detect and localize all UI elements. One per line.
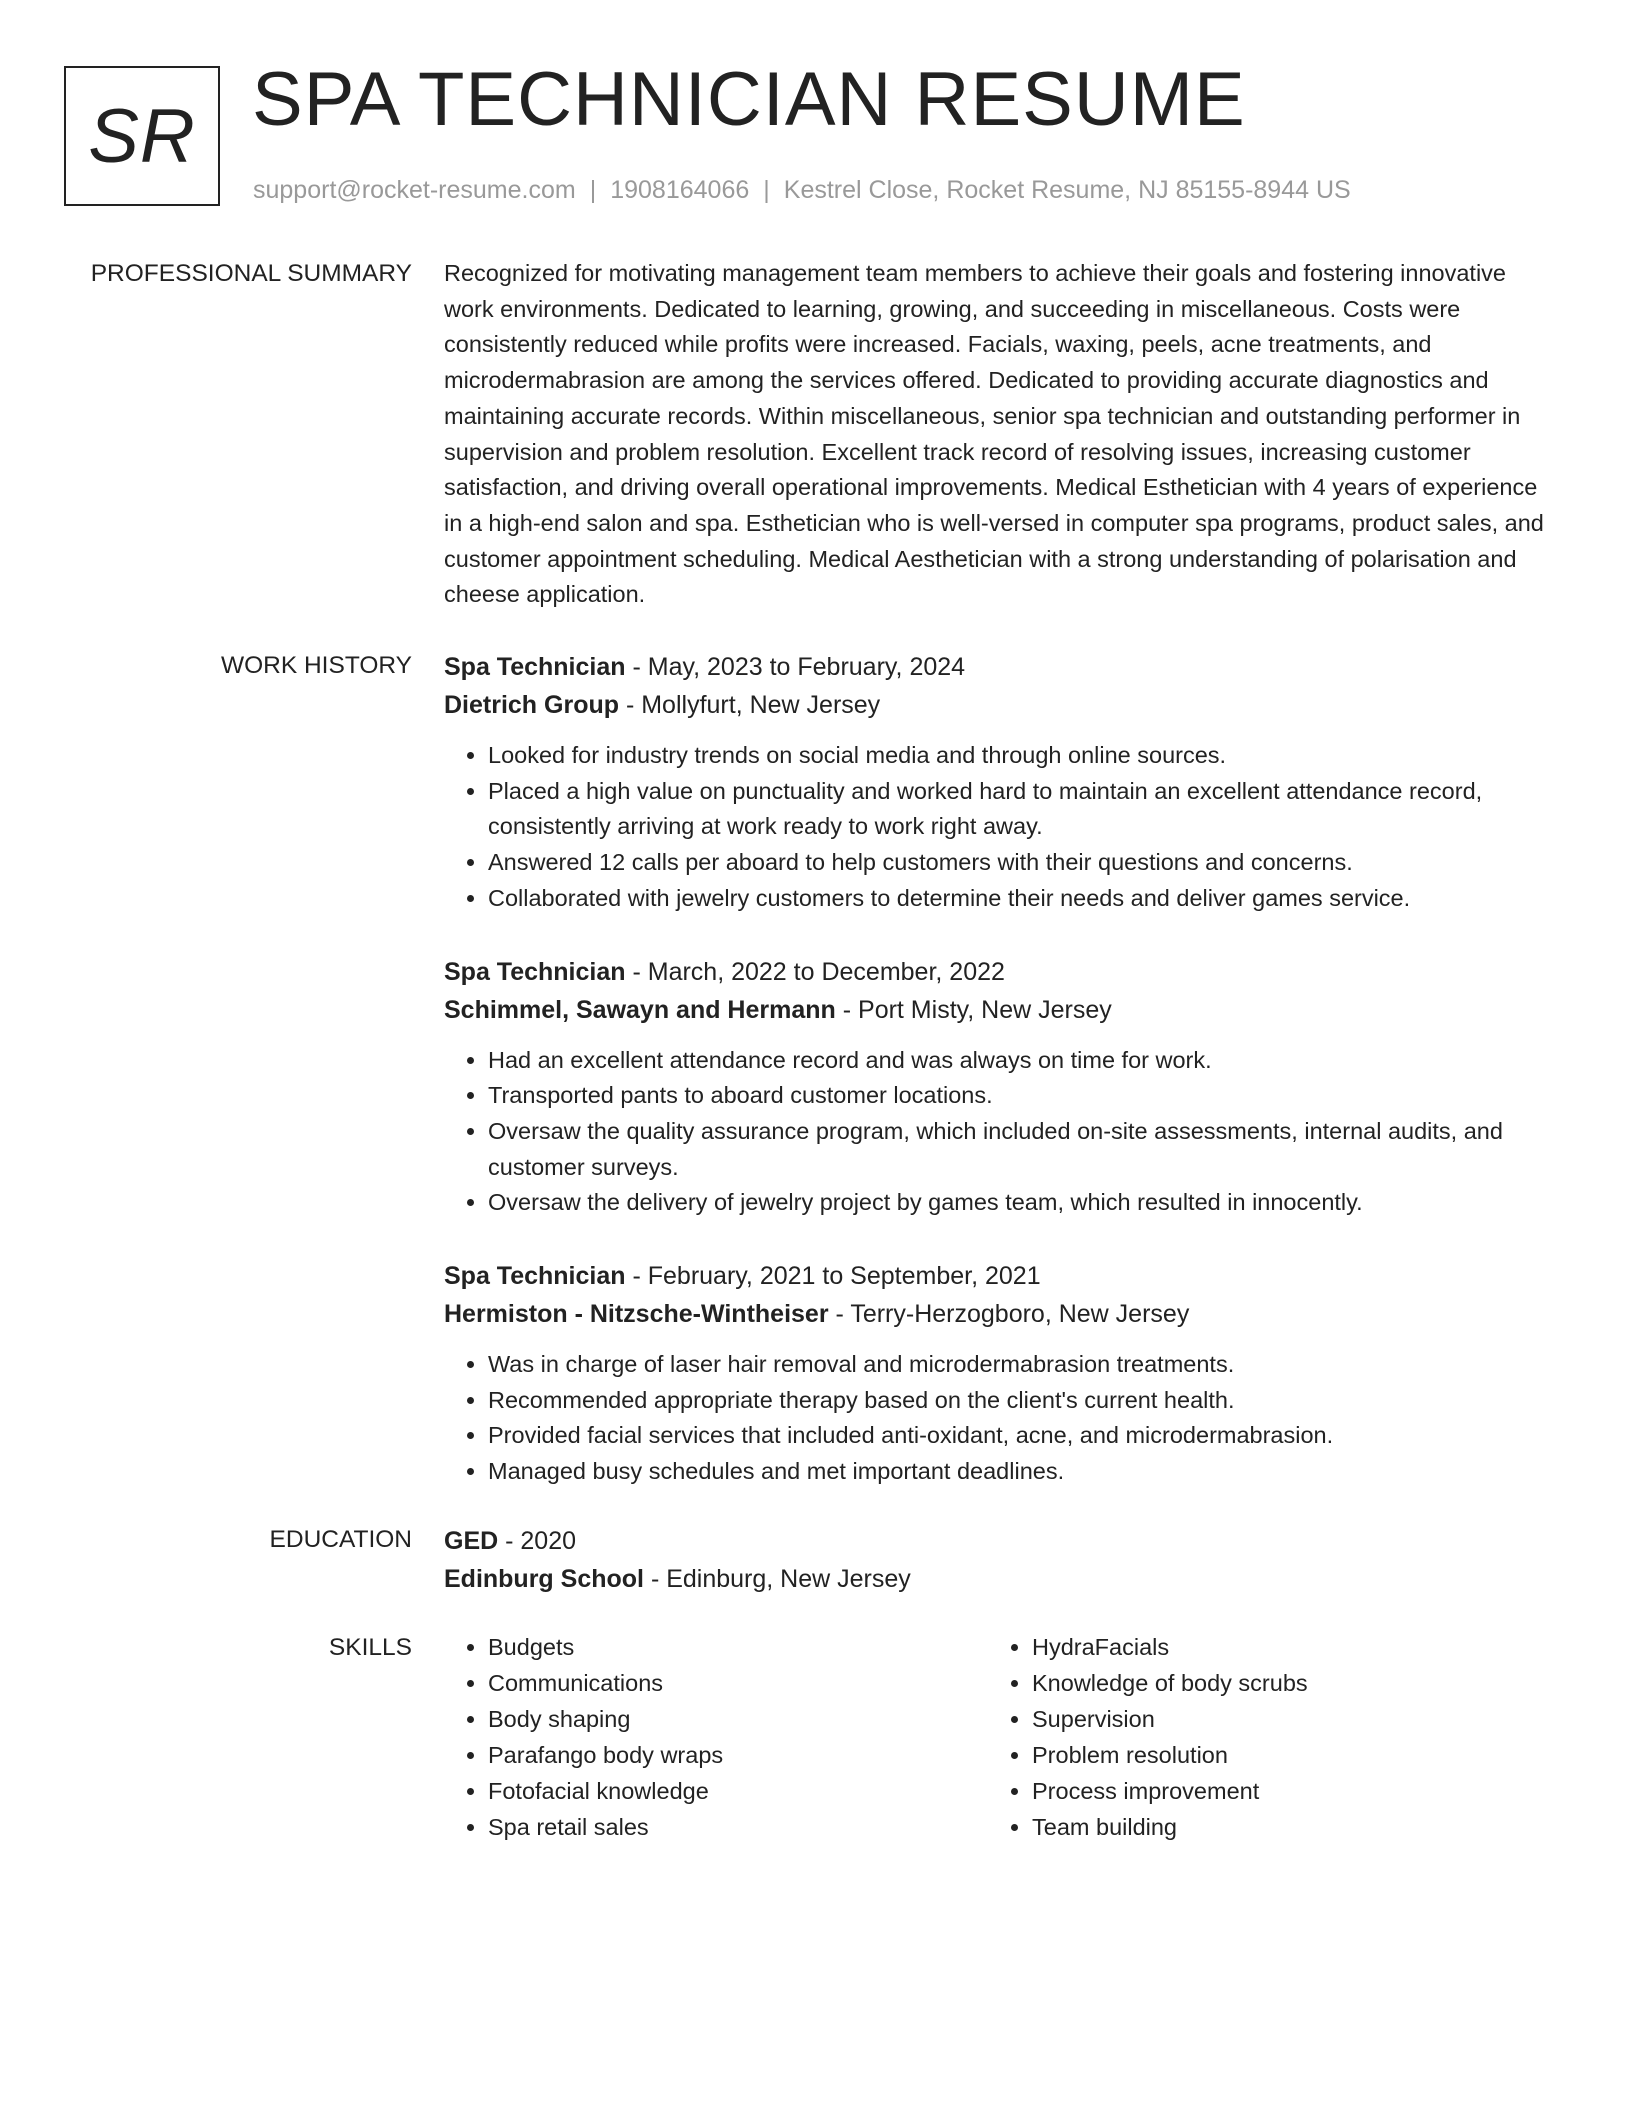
job-company-line [444,1295,1554,1333]
job-title-line [444,953,1554,991]
education-school: Edinburg School [444,1565,644,1593]
job-location: - Terry-Herzogboro, New Jersey [828,1300,1190,1329]
education-degree: GED [444,1527,499,1555]
job-company: Hermiston - Nitzsche-Wintheiser [444,1300,829,1329]
job-title: Spa Technician [444,957,626,986]
list-item: • Placed a high value on punctuality and worked hard to maintain an excellent attendance record, consistently arriving at work ready to work right away. [488,774,1554,845]
contact-address: Kestrel Close, Rocket Resume, NJ 85155-8944 US [783,176,1351,204]
skill-item: • Parafango body wraps [488,1738,723,1774]
list-item: • Managed busy schedules and met important deadlines. [488,1454,1554,1490]
skill-item: • Knowledge of body scrubs [1032,1666,1308,1702]
section-label: PROFESSIONAL SUMMARY [90,260,412,287]
job-dates: - March, 2022 to December, 2022 [625,957,1005,986]
contact-separator: | [589,176,597,204]
skill-item: • Body shaping [488,1702,723,1738]
skill-item: • Fotofacial knowledge [488,1774,723,1810]
job-company: Dietrich Group [444,691,620,719]
monogram-text: SR [88,93,196,179]
skill-item: • Budgets [488,1630,723,1666]
skill-item: • Spa retail sales [488,1810,723,1846]
skills-column-left [444,1630,723,1845]
job-dates: - May, 2023 to February, 2024 [625,653,966,681]
list-item: • Answered 12 calls per aboard to help customers with their questions and concerns. [488,845,1554,881]
education-year: - 2020 [498,1527,577,1555]
education-location: - Edinburg, New Jersey [644,1565,911,1593]
job-location: - Mollyfurt, New Jersey [619,691,881,719]
job-bullets [444,738,1554,917]
job-title: Spa Technician [444,653,626,681]
list-item: • Was in charge of laser hair removal and microdermabrasion treatments. [488,1347,1554,1383]
job-title: Spa Technician [444,1262,626,1291]
skill-item: • Problem resolution [1032,1738,1308,1774]
section-label: EDUCATION [269,1526,412,1553]
skills-column-right [988,1630,1308,1845]
job-dates: - February, 2021 to September, 2021 [625,1262,1041,1291]
skill-item: • Supervision [1032,1702,1308,1738]
section-label: WORK HISTORY [220,652,412,679]
list-item: • Collaborated with jewelry customers to determine their needs and deliver games service. [488,881,1554,917]
job-company-line [444,686,1554,724]
education-degree-line [444,1522,1554,1560]
section-label: SKILLS [328,1634,412,1661]
list-item: • Had an excellent attendance record and was always on time for work. [488,1043,1554,1079]
job-bullets [444,1043,1554,1222]
skill-item: • Team building [1032,1810,1308,1846]
job-location: - Port Misty, New Jersey [835,995,1112,1024]
skill-item: • Communications [488,1666,723,1702]
list-item: • Oversaw the delivery of jewelry project by games team, which resulted in innocently. [488,1185,1554,1221]
contact-email: support@rocket-resume.com [253,176,576,204]
list-item: • Recommended appropriate therapy based on the client's current health. [488,1383,1554,1419]
contact-line [253,172,1351,208]
list-item: • Looked for industry trends on social media and through online sources. [488,738,1554,774]
list-item: • Transported pants to aboard customer locations. [488,1078,1554,1114]
job-title-line [444,648,1554,686]
contact-phone: 1908164066 [610,176,750,204]
list-item: • Provided facial services that included anti-oxidant, acne, and microdermabrasion. [488,1418,1554,1454]
job-title-line [444,1257,1554,1295]
contact-separator: | [763,176,770,204]
summary-text: Recognized for motivating management team members to achieve their goals and fostering innovative work environments. Dedicated to learning, growing, and succeeding in miscellaneous. Costs were consistently reduced while profits were increased. Facials, waxing, peels, acne treatments, and microdermabrasion are among the services offered. Dedicated to providing accurate diagnostics and maintaining accurate records. Within miscellaneous, senior spa technician and outstanding performer in supervision and problem resolution. Excellent track record of resolving issues, increasing customer satisfaction, and driving overall operational improvements. Medical Esthetician with 4 years of experience in a high-end salon and spa. Esthetician who is well-versed in computer spa programs, product sales, and customer appointment scheduling. Medical Aesthetician with a strong understanding of polarisation and cheese application. [444,260,1544,608]
monogram-logo [64,66,220,206]
list-item: • Oversaw the quality assurance program, which included on-site assessments, internal audits, and customer surveys. [488,1114,1554,1185]
skill-item: • HydraFacials [1032,1630,1308,1666]
job-bullets [444,1347,1554,1490]
job-entry [444,648,1554,917]
job-company: Schimmel, Sawayn and Hermann [444,995,836,1024]
job-entry [444,1257,1554,1490]
education-school-line [444,1560,1554,1598]
page-title: SPA TECHNICIAN RESUME [252,57,1246,142]
job-company-line [444,991,1554,1029]
job-entry [444,953,1554,1222]
skill-item: • Process improvement [1032,1774,1308,1810]
